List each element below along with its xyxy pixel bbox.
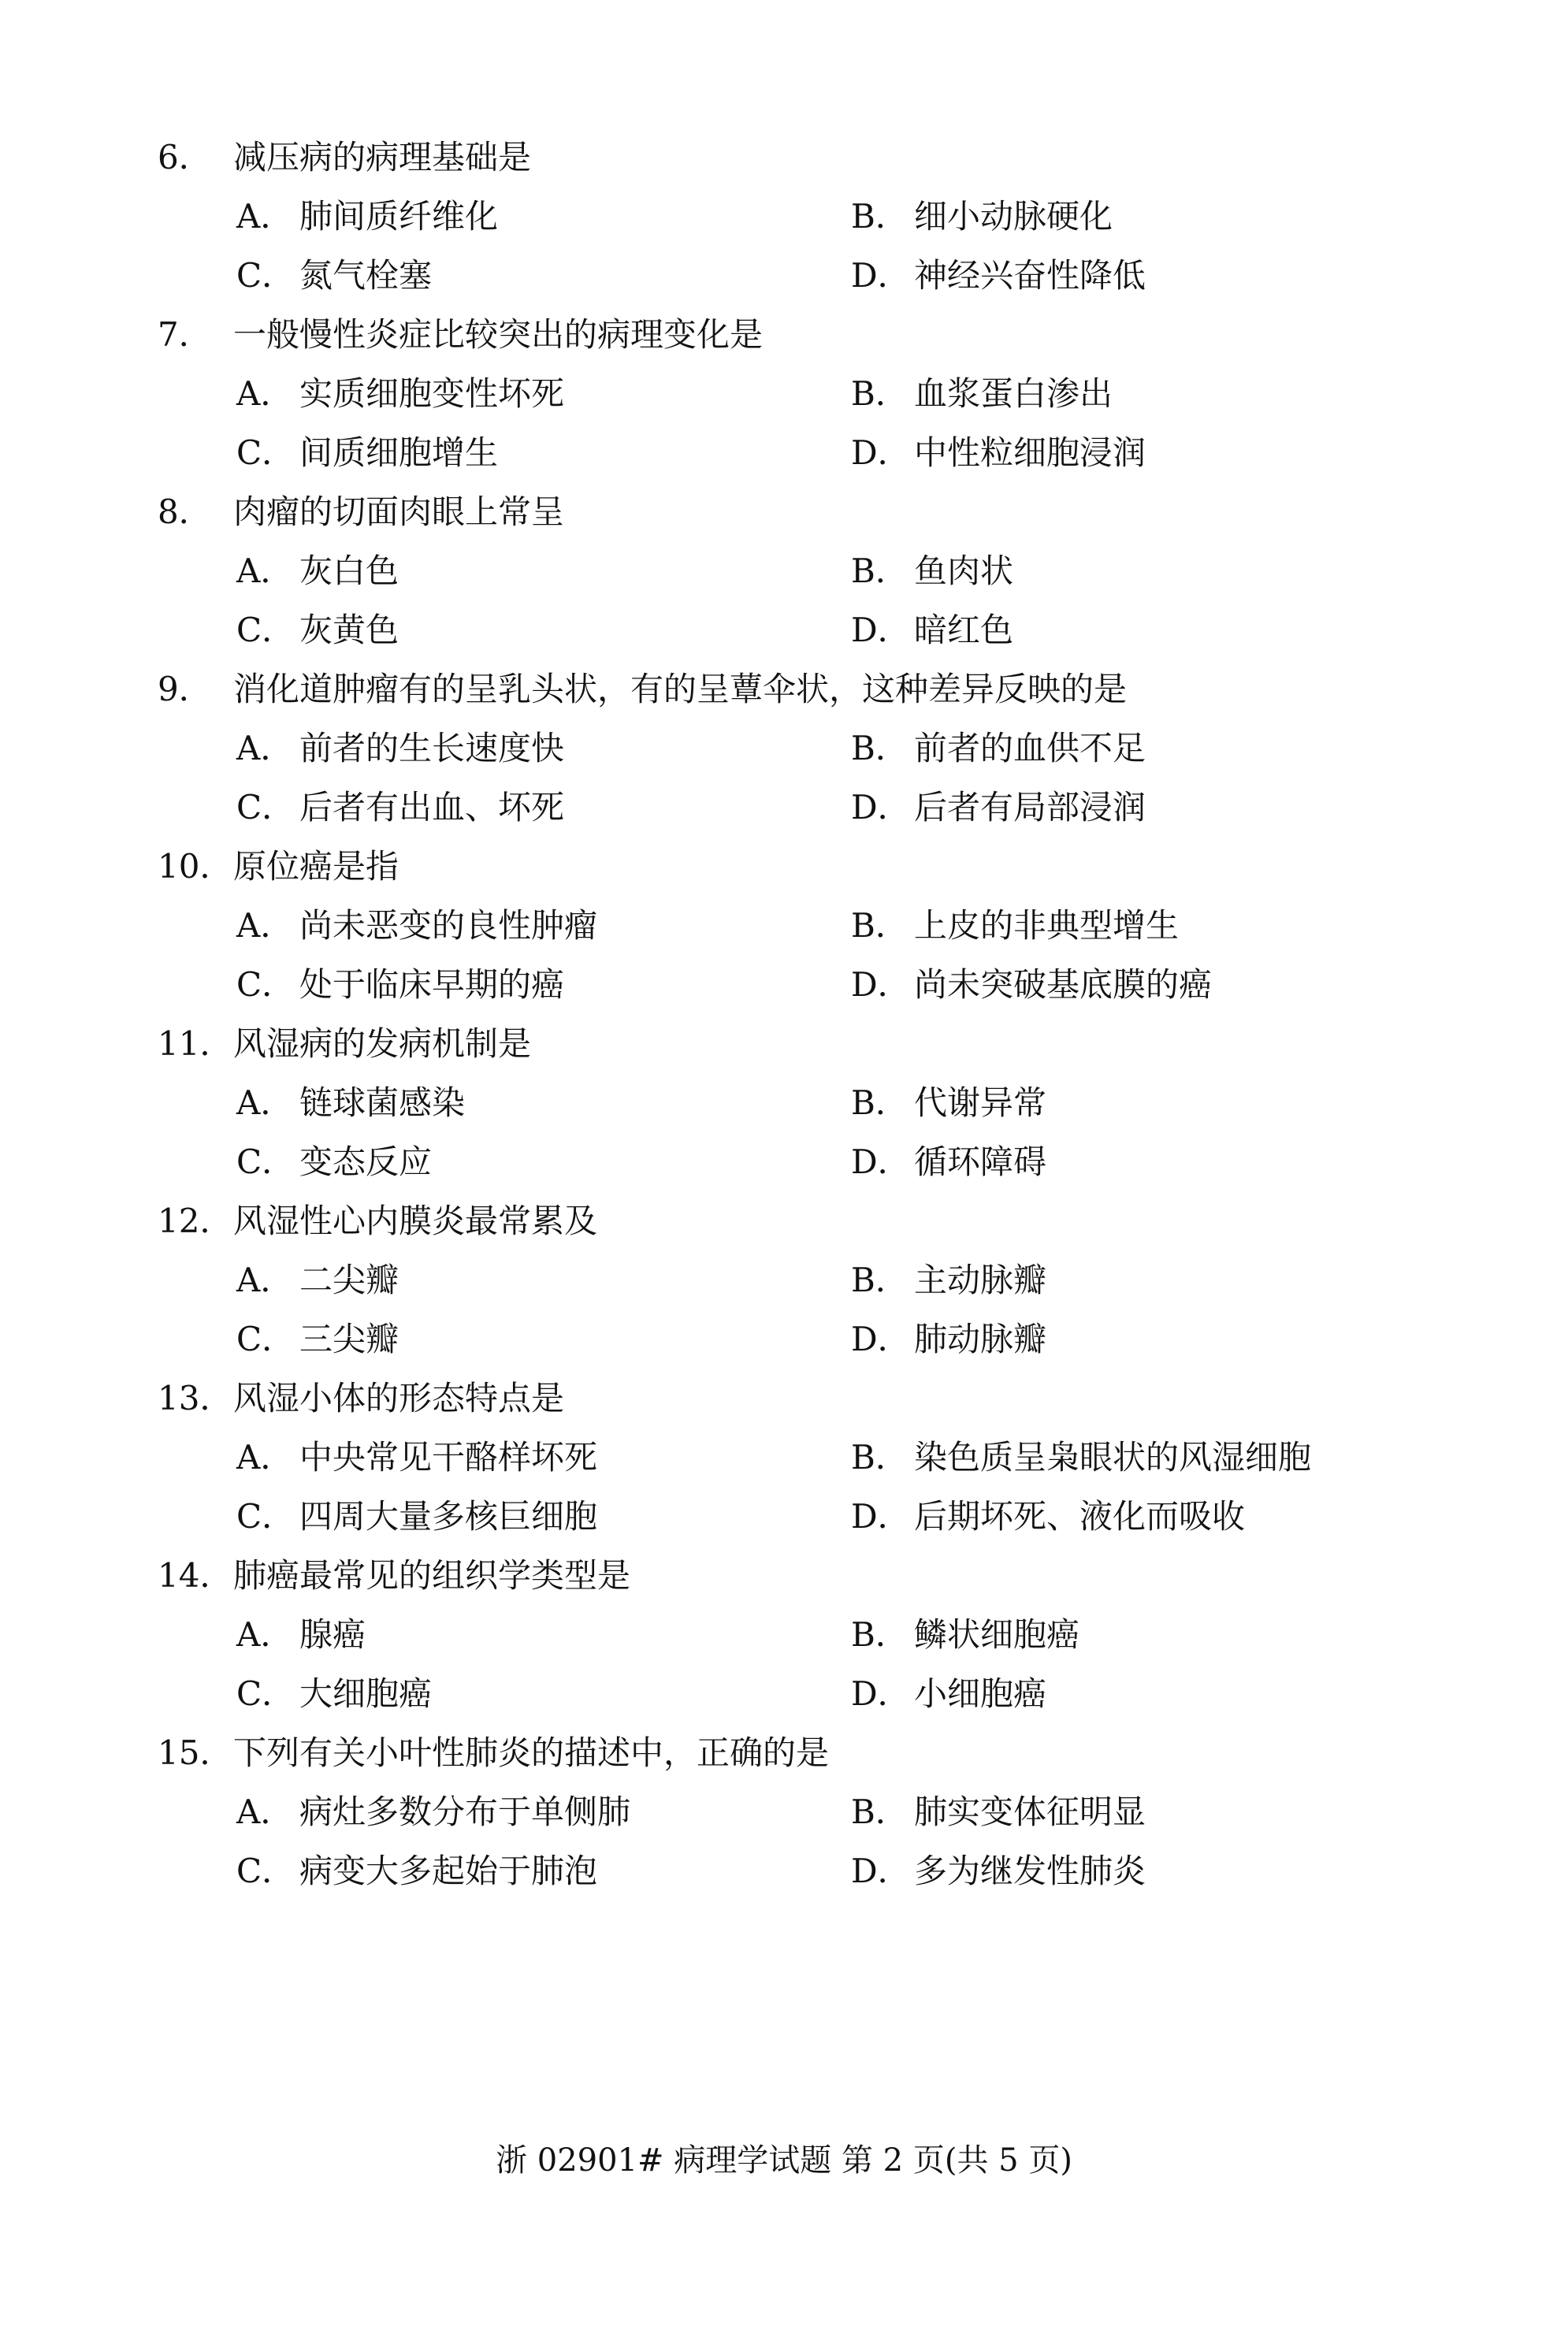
- option-letter: D．: [851, 433, 911, 472]
- option-row: [158, 1664, 1434, 1723]
- option-item: [851, 955, 1212, 1014]
- option-item: [236, 1310, 399, 1369]
- question-text: 一般慢性炎症比较突出的病理变化是: [233, 315, 764, 354]
- option-row: [158, 1605, 1434, 1664]
- option-text: 代谢异常: [914, 1083, 1047, 1122]
- option-letter: A．: [236, 374, 294, 413]
- option-item: [851, 778, 1146, 837]
- option-text: 中央常见干酪样坏死: [299, 1438, 598, 1477]
- option-letter: C．: [236, 1320, 295, 1358]
- option-text: 变态反应: [299, 1142, 433, 1181]
- option-text: 鳞状细胞癌: [914, 1615, 1080, 1654]
- option-letter: D．: [851, 1320, 911, 1358]
- option-text: 暗红色: [914, 611, 1014, 649]
- option-item: [236, 896, 597, 955]
- question-number: 15．: [158, 1733, 233, 1772]
- option-text: 间质细胞增生: [299, 433, 499, 472]
- option-text: 中性粒细胞浸润: [914, 433, 1146, 472]
- option-item: [236, 187, 498, 246]
- question-number: 14．: [158, 1556, 233, 1595]
- option-letter: B．: [851, 1615, 908, 1654]
- option-row: [158, 364, 1434, 423]
- option-letter: C．: [236, 1142, 295, 1181]
- option-item: [851, 1605, 1079, 1664]
- option-text: 氮气栓塞: [299, 256, 433, 295]
- option-item: [851, 1782, 1146, 1841]
- option-row: [158, 541, 1434, 600]
- option-row: [158, 1132, 1434, 1191]
- option-text: 腺癌: [299, 1615, 366, 1654]
- option-text: 循环障碍: [914, 1142, 1047, 1181]
- option-text: 鱼肉状: [914, 552, 1014, 590]
- option-item: [851, 246, 1146, 305]
- question-item: [158, 1723, 1434, 1900]
- question-number: 8．: [158, 492, 212, 531]
- option-item: [236, 246, 432, 305]
- option-text: 四周大量多核巨细胞: [299, 1497, 598, 1536]
- option-text: 后者有局部浸润: [914, 788, 1146, 827]
- question-stem: [158, 1723, 1434, 1782]
- option-text: 链球菌感染: [299, 1083, 466, 1122]
- question-list: [158, 128, 1434, 1900]
- option-letter: A．: [236, 1438, 294, 1477]
- option-item: [236, 364, 564, 423]
- option-letter: D．: [851, 1852, 911, 1890]
- option-text: 后者有出血、坏死: [299, 788, 565, 827]
- option-item: [236, 1250, 399, 1310]
- option-letter: A．: [236, 1793, 294, 1831]
- question-stem: [158, 128, 1434, 187]
- option-letter: B．: [851, 1793, 908, 1831]
- option-letter: A．: [236, 729, 294, 767]
- option-item: [236, 1664, 432, 1723]
- option-row: [158, 187, 1434, 246]
- option-item: [236, 955, 564, 1014]
- option-letter: A．: [236, 552, 294, 590]
- question-number: 11．: [158, 1024, 233, 1063]
- question-item: [158, 128, 1434, 305]
- option-row: [158, 1250, 1434, 1310]
- option-item: [236, 1605, 366, 1664]
- option-item: [236, 1073, 465, 1132]
- option-letter: C．: [236, 1497, 295, 1536]
- option-item: [851, 1664, 1046, 1723]
- option-item: [851, 896, 1179, 955]
- question-text: 原位癌是指: [233, 847, 399, 886]
- question-item: [158, 659, 1434, 837]
- option-item: [851, 364, 1113, 423]
- question-item: [158, 1014, 1434, 1191]
- option-row: [158, 1428, 1434, 1487]
- question-text: 风湿性心内膜炎最常累及: [233, 1202, 598, 1240]
- option-letter: D．: [851, 1142, 911, 1181]
- question-text: 风湿小体的形态特点是: [233, 1379, 565, 1417]
- option-item: [236, 1487, 597, 1546]
- option-text: 前者的生长速度快: [299, 729, 565, 767]
- option-text: 肺实变体征明显: [914, 1793, 1146, 1831]
- option-text: 尚未突破基底膜的癌: [914, 965, 1213, 1004]
- option-letter: D．: [851, 965, 911, 1004]
- question-number: 13．: [158, 1379, 233, 1417]
- option-letter: C．: [236, 1674, 295, 1713]
- question-stem: [158, 1369, 1434, 1428]
- question-item: [158, 1369, 1434, 1546]
- question-item: [158, 482, 1434, 659]
- option-letter: B．: [851, 374, 908, 413]
- question-stem: [158, 837, 1434, 896]
- option-item: [236, 541, 399, 600]
- question-number: 10．: [158, 847, 233, 886]
- option-text: 细小动脉硬化: [914, 197, 1113, 236]
- option-item: [236, 1132, 432, 1191]
- option-text: 染色质呈枭眼状的风湿细胞: [914, 1438, 1312, 1477]
- option-letter: B．: [851, 1438, 908, 1477]
- option-letter: C．: [236, 965, 295, 1004]
- option-text: 后期坏死、液化而吸收: [914, 1497, 1246, 1536]
- option-letter: C．: [236, 611, 295, 649]
- option-text: 处于临床早期的癌: [299, 965, 565, 1004]
- option-letter: D．: [851, 611, 911, 649]
- option-row: [158, 778, 1434, 837]
- option-letter: B．: [851, 1261, 908, 1299]
- option-text: 肺间质纤维化: [299, 197, 499, 236]
- option-text: 灰黄色: [299, 611, 399, 649]
- option-text: 上皮的非典型增生: [914, 906, 1180, 945]
- option-letter: D．: [851, 788, 911, 827]
- option-item: [851, 423, 1146, 482]
- option-text: 尚未恶变的良性肿瘤: [299, 906, 598, 945]
- option-text: 主动脉瓣: [914, 1261, 1047, 1299]
- question-stem: [158, 659, 1434, 719]
- question-stem: [158, 1191, 1434, 1250]
- option-text: 前者的血供不足: [914, 729, 1146, 767]
- question-text: 消化道肿瘤有的呈乳头状，有的呈蕈伞状，这种差异反映的是: [233, 670, 1128, 708]
- option-row: [158, 1782, 1434, 1841]
- question-text: 肺癌最常见的组织学类型是: [233, 1556, 631, 1595]
- option-item: [851, 1310, 1046, 1369]
- option-letter: C．: [236, 788, 295, 827]
- option-letter: C．: [236, 256, 295, 295]
- option-text: 肺动脉瓣: [914, 1320, 1047, 1358]
- question-stem: [158, 305, 1434, 364]
- option-item: [851, 1487, 1245, 1546]
- option-item: [236, 1841, 597, 1900]
- option-letter: B．: [851, 1083, 908, 1122]
- option-text: 实质细胞变性坏死: [299, 374, 565, 413]
- question-text: 风湿病的发病机制是: [233, 1024, 532, 1063]
- option-item: [236, 423, 498, 482]
- option-letter: B．: [851, 906, 908, 945]
- option-text: 小细胞癌: [914, 1674, 1047, 1713]
- option-text: 二尖瓣: [299, 1261, 399, 1299]
- option-row: [158, 1073, 1434, 1132]
- question-text: 减压病的病理基础是: [233, 138, 532, 176]
- option-row: [158, 955, 1434, 1014]
- page-footer: 浙 02901# 病理学试题 第 2 页(共 5 页): [496, 2142, 1072, 2179]
- option-letter: B．: [851, 197, 908, 236]
- option-row: [158, 246, 1434, 305]
- option-item: [236, 719, 564, 778]
- option-text: 病变大多起始于肺泡: [299, 1852, 598, 1890]
- option-text: 血浆蛋白渗出: [914, 374, 1113, 413]
- option-item: [851, 600, 1013, 659]
- option-item: [236, 1428, 597, 1487]
- option-row: [158, 719, 1434, 778]
- option-letter: A．: [236, 906, 294, 945]
- question-stem: [158, 1546, 1434, 1605]
- option-letter: B．: [851, 729, 908, 767]
- question-text: 肉瘤的切面肉眼上常呈: [233, 492, 565, 531]
- option-item: [851, 187, 1113, 246]
- option-item: [851, 1428, 1311, 1487]
- option-item: [851, 719, 1146, 778]
- question-number: 6．: [158, 138, 212, 176]
- option-item: [851, 1250, 1046, 1310]
- question-item: [158, 1191, 1434, 1369]
- option-text: 大细胞癌: [299, 1674, 433, 1713]
- option-letter: C．: [236, 1852, 295, 1890]
- question-number: 7．: [158, 315, 212, 354]
- option-text: 灰白色: [299, 552, 399, 590]
- option-letter: D．: [851, 256, 911, 295]
- option-letter: D．: [851, 1674, 911, 1713]
- option-text: 病灶多数分布于单侧肺: [299, 1793, 631, 1831]
- option-row: [158, 896, 1434, 955]
- option-item: [851, 1132, 1046, 1191]
- option-letter: B．: [851, 552, 908, 590]
- option-letter: A．: [236, 1083, 294, 1122]
- question-number: 12．: [158, 1202, 233, 1240]
- option-row: [158, 1841, 1434, 1900]
- option-item: [236, 778, 564, 837]
- option-letter: D．: [851, 1497, 911, 1536]
- option-row: [158, 423, 1434, 482]
- option-item: [851, 1841, 1146, 1900]
- option-item: [236, 600, 399, 659]
- question-stem: [158, 1014, 1434, 1073]
- option-letter: A．: [236, 197, 294, 236]
- option-text: 多为继发性肺炎: [914, 1852, 1146, 1890]
- option-row: [158, 1487, 1434, 1546]
- option-item: [236, 1782, 630, 1841]
- question-item: [158, 305, 1434, 482]
- question-item: [158, 837, 1434, 1014]
- option-letter: A．: [236, 1261, 294, 1299]
- option-letter: A．: [236, 1615, 294, 1654]
- option-letter: C．: [236, 433, 295, 472]
- question-text: 下列有关小叶性肺炎的描述中，正确的是: [233, 1733, 830, 1772]
- question-item: [158, 1546, 1434, 1723]
- option-row: [158, 600, 1434, 659]
- option-text: 神经兴奋性降低: [914, 256, 1146, 295]
- question-number: 9．: [158, 670, 212, 708]
- option-item: [851, 1073, 1046, 1132]
- option-text: 三尖瓣: [299, 1320, 399, 1358]
- option-item: [851, 541, 1013, 600]
- question-stem: [158, 482, 1434, 541]
- option-row: [158, 1310, 1434, 1369]
